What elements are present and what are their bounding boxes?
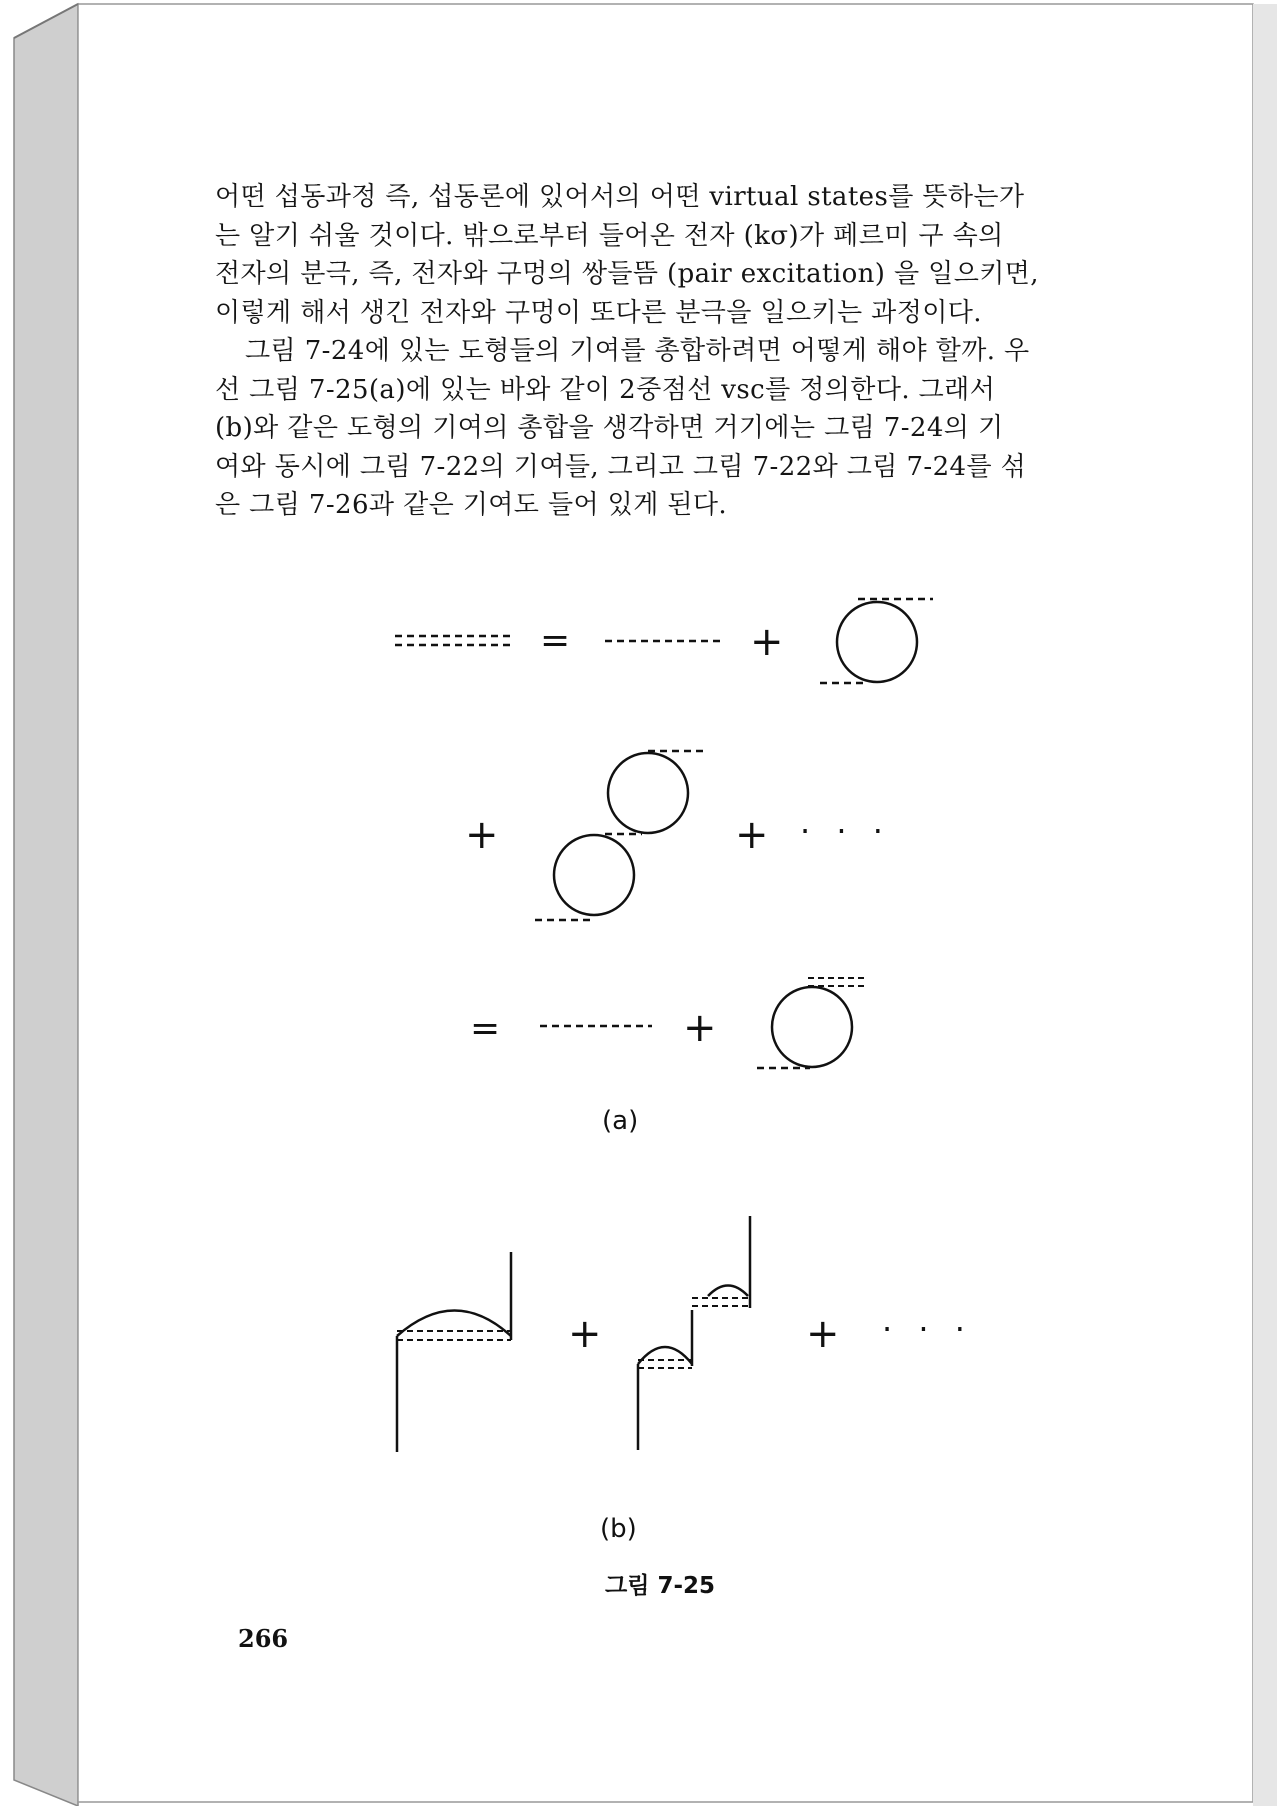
subfigure-label-a: (a) [602, 1106, 639, 1136]
text-line: 선 그림 7-25(a)에 있는 바와 같이 2중점선 vsc를 정의한다. 그래서 [215, 374, 996, 405]
ellipsis: · · · [800, 812, 891, 850]
ellipsis: · · · [882, 1310, 973, 1348]
double-dashed-line [395, 636, 510, 645]
page-number: 266 [238, 1624, 289, 1653]
equals-sign: = [540, 620, 571, 661]
text-line: 여와 동시에 그림 7-22의 기여들, 그리고 그림 7-22와 그림 7-24를 섞 [215, 451, 1027, 482]
plus-sign: + [806, 1311, 840, 1357]
bubble-loop [772, 987, 852, 1067]
text-line: 는 알기 쉬울 것이다. 밖으로부터 들어온 전자 (kσ)가 페르미 구 속의 [215, 220, 1004, 251]
screened-vertex-diagram-1 [397, 1252, 511, 1452]
bubble-loop [837, 602, 917, 682]
text-line: 전자의 분극, 즉, 전자와 구멍의 쌍들뜸 (pair excitation) 을 일으키면, [215, 259, 1039, 289]
screened-vertex-diagram-2 [638, 1216, 750, 1450]
plus-sign: + [683, 1005, 717, 1051]
plus-sign: + [750, 619, 784, 665]
figure-caption: 그림 7-25 [605, 1573, 715, 1599]
text-line: 이렇게 해서 생긴 전자와 구멍이 또다른 분극을 일으키는 과정이다. [215, 297, 982, 328]
bubble-loop [554, 835, 634, 915]
equals-sign: = [470, 1008, 501, 1049]
text-line: 어떤 섭동과정 즉, 섭동론에 있어서의 어떤 virtual states를 뜻하는가 [215, 182, 1025, 212]
bubble-loop [608, 753, 688, 833]
subfigure-label-b: (b) [600, 1514, 637, 1544]
plus-sign: + [465, 812, 499, 858]
plus-sign: + [568, 1311, 602, 1357]
text-line: (b)와 같은 도형의 기여의 총합을 생각하면 거기에는 그림 7-24의 기 [215, 413, 1004, 443]
double-dashed-line [808, 978, 866, 986]
text-line: 은 그림 7-26과 같은 기여도 들어 있게 된다. [215, 490, 728, 520]
plus-sign: + [735, 812, 769, 858]
text-line: 그림 7-24에 있는 도형들의 기여를 총합하려면 어떻게 해야 할까. 우 [245, 336, 1030, 366]
